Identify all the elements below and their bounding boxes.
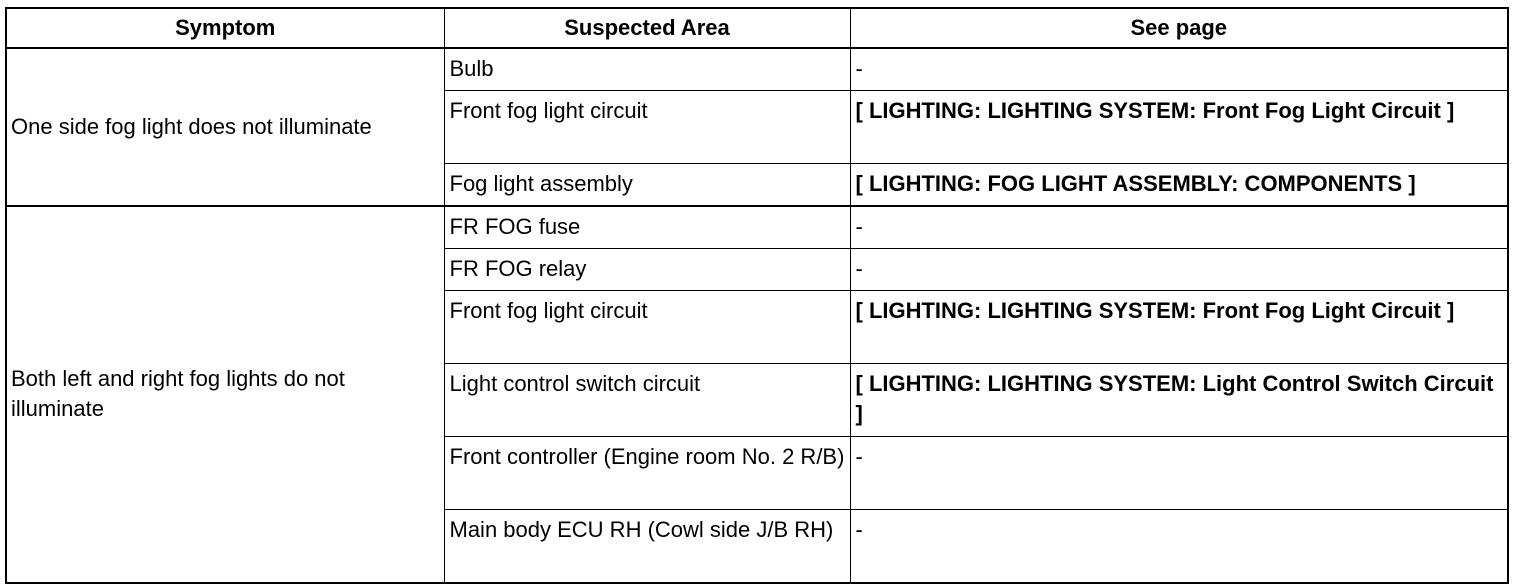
header-see-page: See page (850, 8, 1508, 48)
header-suspected-area: Suspected Area (444, 8, 850, 48)
see-page-cell: - (850, 206, 1508, 249)
symptom-group-both-sides (6, 206, 1508, 583)
see-page-cell: - (850, 437, 1508, 510)
see-page-cell: - (850, 48, 1508, 91)
suspected-area-cell: Light control switch circuit (444, 364, 850, 437)
suspected-area-cell: FR FOG fuse (444, 206, 850, 249)
symptom-group-one-side (6, 48, 1508, 206)
suspected-area-cell: Front fog light circuit (444, 291, 850, 364)
see-page-link[interactable]: [ LIGHTING: LIGHTING SYSTEM: Light Control Switch Circuit ] (850, 364, 1508, 437)
see-page-link[interactable]: [ LIGHTING: FOG LIGHT ASSEMBLY: COMPONENTS ] (850, 164, 1508, 207)
suspected-area-cell: Main body ECU RH (Cowl side J/B RH) (444, 510, 850, 584)
suspected-area-cell: Front controller (Engine room No. 2 R/B) (444, 437, 850, 510)
header-symptom: Symptom (6, 8, 444, 48)
see-page-cell: - (850, 510, 1508, 584)
table-row (6, 48, 1508, 91)
suspected-area-cell: Front fog light circuit (444, 91, 850, 164)
see-page-link[interactable]: [ LIGHTING: LIGHTING SYSTEM: Front Fog Light Circuit ] (850, 291, 1508, 364)
troubleshooting-table (5, 7, 1509, 584)
see-page-link[interactable]: [ LIGHTING: LIGHTING SYSTEM: Front Fog Light Circuit ] (850, 91, 1508, 164)
table-row (6, 206, 1508, 249)
header-row (6, 8, 1508, 48)
symptom-cell: Both left and right fog lights do not illuminate (6, 206, 444, 583)
suspected-area-cell: Fog light assembly (444, 164, 850, 207)
see-page-cell: - (850, 249, 1508, 291)
suspected-area-cell: FR FOG relay (444, 249, 850, 291)
suspected-area-cell: Bulb (444, 48, 850, 91)
symptom-cell: One side fog light does not illuminate (6, 48, 444, 206)
